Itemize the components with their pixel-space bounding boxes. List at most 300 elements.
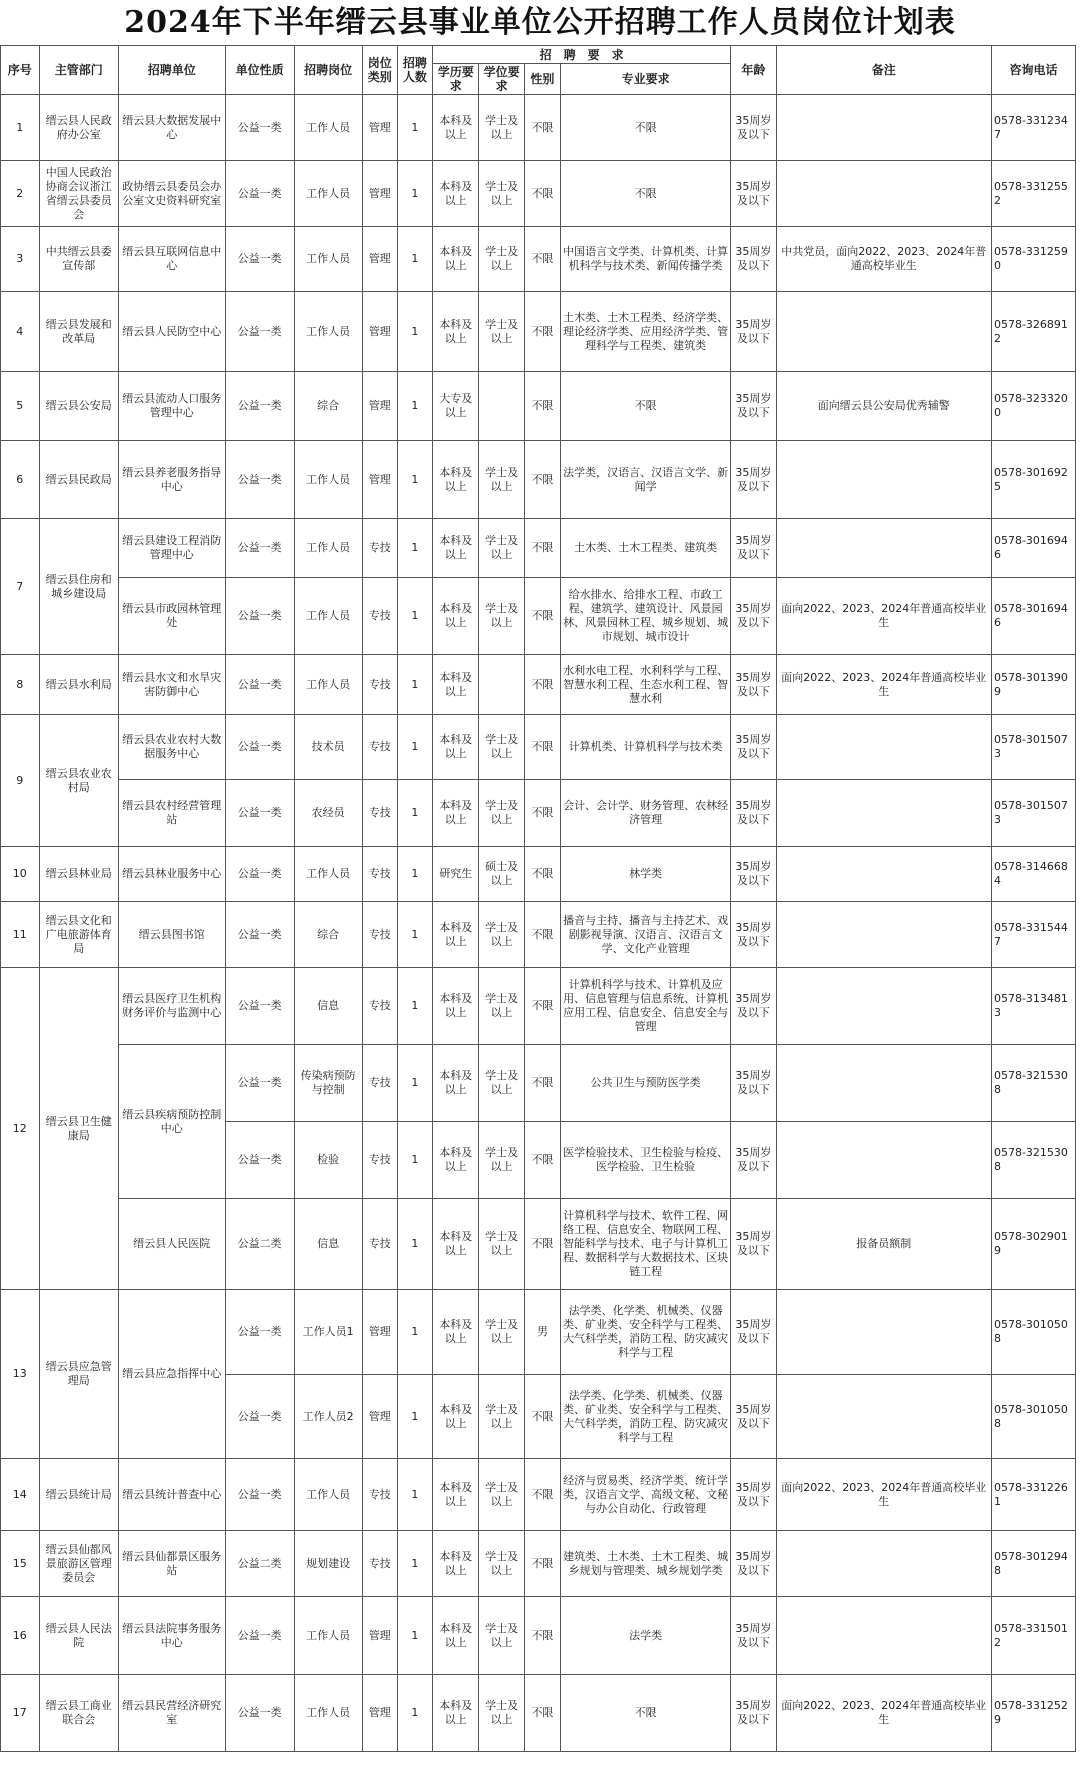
cell-nature: 公益一类 (225, 902, 294, 968)
cell-gender: 不限 (524, 1045, 560, 1122)
cell-phone: 0578-3134813 (991, 968, 1075, 1045)
cell-major: 计算机科学与技术、计算机及应用、信息管理与信息系统、计算机应用工程、信息安全、信息安全与管理 (561, 968, 731, 1045)
cell-age: 35周岁及以下 (731, 161, 776, 227)
cell-gender: 不限 (524, 578, 560, 655)
cell-category: 专技 (362, 1045, 397, 1122)
cell-degree: 学士及以上 (479, 968, 524, 1045)
cell-major: 土木类、土木工程类、建筑类 (561, 519, 731, 578)
cell-post: 工作人员 (294, 227, 362, 292)
cell-count: 1 (397, 95, 432, 161)
header-major: 专业要求 (561, 64, 731, 95)
cell-unit: 缙云县林业服务中心 (118, 847, 225, 902)
cell-remark (776, 1597, 991, 1675)
cell-education: 本科及以上 (432, 1531, 478, 1597)
cell-remark: 报备员额制 (776, 1199, 991, 1290)
cell-nature: 公益一类 (225, 1675, 294, 1752)
cell-count: 1 (397, 780, 432, 847)
cell-post: 信息 (294, 1199, 362, 1290)
cell-post: 信息 (294, 968, 362, 1045)
cell-count: 1 (397, 1045, 432, 1122)
header-phone: 咨询电话 (991, 46, 1075, 95)
cell-seq: 14 (1, 1459, 40, 1531)
cell-post: 技术员 (294, 715, 362, 780)
header-category: 岗位类别 (362, 46, 397, 95)
cell-post: 工作人员 (294, 292, 362, 372)
cell-gender: 不限 (524, 95, 560, 161)
cell-category: 管理 (362, 1675, 397, 1752)
cell-education: 本科及以上 (432, 1375, 478, 1459)
cell-phone: 0578-3016925 (991, 441, 1075, 519)
cell-major: 土木类、土木工程类、经济学类、理论经济学类、应用经济学类、管理科学与工程类、建筑类 (561, 292, 731, 372)
cell-degree: 学士及以上 (479, 1531, 524, 1597)
cell-major: 公共卫生与预防医学类 (561, 1045, 731, 1122)
cell-unit: 缙云县互联网信息中心 (118, 227, 225, 292)
cell-category: 管理 (362, 161, 397, 227)
cell-gender: 不限 (524, 1459, 560, 1531)
cell-education: 本科及以上 (432, 441, 478, 519)
cell-category: 专技 (362, 1122, 397, 1199)
cell-post: 综合 (294, 902, 362, 968)
cell-education: 本科及以上 (432, 780, 478, 847)
cell-category: 管理 (362, 292, 397, 372)
cell-phone: 0578-3315012 (991, 1597, 1075, 1675)
cell-degree: 学士及以上 (479, 441, 524, 519)
cell-age: 35周岁及以下 (731, 1459, 776, 1531)
cell-remark: 面向2022、2023、2024年普通高校毕业生 (776, 1675, 991, 1752)
header-remark: 备注 (776, 46, 991, 95)
cell-dept: 缙云县水利局 (39, 655, 118, 715)
cell-major: 建筑类、土木类、土木工程类、城乡规划与管理类、城乡规划学类 (561, 1531, 731, 1597)
cell-dept: 缙云县住房和城乡建设局 (39, 519, 118, 655)
cell-dept: 缙云县农业农村局 (39, 715, 118, 847)
cell-phone: 0578-3013909 (991, 655, 1075, 715)
cell-gender: 不限 (524, 968, 560, 1045)
cell-post: 工作人员 (294, 578, 362, 655)
cell-age: 35周岁及以下 (731, 1675, 776, 1752)
cell-major: 医学检验技术、卫生检验与检疫、医学检验、卫生检验 (561, 1122, 731, 1199)
cell-post: 工作人员 (294, 655, 362, 715)
cell-phone: 0578-3233200 (991, 372, 1075, 441)
cell-age: 35周岁及以下 (731, 968, 776, 1045)
cell-unit: 缙云县民营经济研究室 (118, 1675, 225, 1752)
cell-phone: 0578-3312261 (991, 1459, 1075, 1531)
cell-remark: 面向2022、2023、2024年普通高校毕业生 (776, 655, 991, 715)
cell-nature: 公益一类 (225, 578, 294, 655)
cell-nature: 公益一类 (225, 95, 294, 161)
cell-age: 35周岁及以下 (731, 1290, 776, 1375)
cell-phone: 0578-3010508 (991, 1375, 1075, 1459)
cell-nature: 公益一类 (225, 715, 294, 780)
cell-seq: 13 (1, 1290, 40, 1459)
cell-remark (776, 519, 991, 578)
cell-major: 会计、会计学、财务管理、农林经济管理 (561, 780, 731, 847)
cell-seq: 8 (1, 655, 40, 715)
cell-major: 不限 (561, 95, 731, 161)
recruitment-table (0, 45, 1076, 1752)
cell-count: 1 (397, 292, 432, 372)
cell-category: 管理 (362, 227, 397, 292)
cell-major: 法学类、化学类、机械类、仪器类、矿业类、安全科学与工程类、大气科学类，消防工程、防灾减灾科学与工程 (561, 1290, 731, 1375)
cell-post: 综合 (294, 372, 362, 441)
cell-seq: 2 (1, 161, 40, 227)
cell-education: 本科及以上 (432, 902, 478, 968)
cell-post: 工作人员 (294, 95, 362, 161)
cell-gender: 不限 (524, 902, 560, 968)
cell-education: 本科及以上 (432, 655, 478, 715)
cell-age: 35周岁及以下 (731, 1531, 776, 1597)
cell-phone: 0578-3215308 (991, 1122, 1075, 1199)
cell-post: 工作人员 (294, 1459, 362, 1531)
cell-phone: 0578-3215308 (991, 1045, 1075, 1122)
cell-education: 本科及以上 (432, 292, 478, 372)
cell-post: 传染病预防与控制 (294, 1045, 362, 1122)
cell-degree: 学士及以上 (479, 1122, 524, 1199)
cell-gender: 不限 (524, 1122, 560, 1199)
cell-count: 1 (397, 847, 432, 902)
cell-degree: 学士及以上 (479, 1290, 524, 1375)
cell-count: 1 (397, 372, 432, 441)
cell-seq: 9 (1, 715, 40, 847)
cell-nature: 公益二类 (225, 1199, 294, 1290)
cell-age: 35周岁及以下 (731, 1375, 776, 1459)
cell-seq: 10 (1, 847, 40, 902)
cell-post: 工作人员 (294, 847, 362, 902)
cell-education: 本科及以上 (432, 968, 478, 1045)
cell-remark (776, 95, 991, 161)
cell-age: 35周岁及以下 (731, 372, 776, 441)
cell-degree: 学士及以上 (479, 578, 524, 655)
cell-count: 1 (397, 655, 432, 715)
cell-post: 工作人员 (294, 441, 362, 519)
cell-education: 本科及以上 (432, 1597, 478, 1675)
cell-count: 1 (397, 1199, 432, 1290)
cell-count: 1 (397, 1675, 432, 1752)
cell-count: 1 (397, 715, 432, 780)
cell-nature: 公益一类 (225, 227, 294, 292)
cell-gender: 不限 (524, 292, 560, 372)
cell-remark (776, 292, 991, 372)
cell-nature: 公益一类 (225, 1290, 294, 1375)
cell-remark (776, 780, 991, 847)
cell-nature: 公益一类 (225, 1045, 294, 1122)
cell-degree (479, 372, 524, 441)
cell-gender: 男 (524, 1290, 560, 1375)
header-education: 学历要求 (432, 64, 478, 95)
cell-phone: 0578-3268912 (991, 292, 1075, 372)
cell-nature: 公益一类 (225, 519, 294, 578)
cell-seq: 12 (1, 968, 40, 1290)
cell-age: 35周岁及以下 (731, 519, 776, 578)
cell-degree: 学士及以上 (479, 1199, 524, 1290)
cell-seq: 3 (1, 227, 40, 292)
cell-gender: 不限 (524, 441, 560, 519)
cell-category: 专技 (362, 578, 397, 655)
cell-major: 法学类 (561, 1597, 731, 1675)
cell-major: 播音与主持、播音与主持艺术、戏剧影视导演、汉语言、汉语言文学、文化产业管理 (561, 902, 731, 968)
cell-education: 本科及以上 (432, 227, 478, 292)
cell-major: 林学类 (561, 847, 731, 902)
cell-unit: 缙云县流动人口服务管理中心 (118, 372, 225, 441)
cell-unit: 缙云县图书馆 (118, 902, 225, 968)
cell-major: 中国语言文学类、计算机类、计算机科学与技术类、新闻传播学类 (561, 227, 731, 292)
header-post: 招聘岗位 (294, 46, 362, 95)
cell-post: 工作人员 (294, 1675, 362, 1752)
cell-dept: 缙云县公安局 (39, 372, 118, 441)
cell-count: 1 (397, 1459, 432, 1531)
cell-category: 专技 (362, 1199, 397, 1290)
cell-major: 计算机类、计算机科学与技术类 (561, 715, 731, 780)
cell-unit: 缙云县仙都景区服务站 (118, 1531, 225, 1597)
cell-nature: 公益一类 (225, 441, 294, 519)
cell-major: 法学类、化学类、机械类、仪器类、矿业类、安全科学与工程类、大气科学类，消防工程、防灾减灾科学与工程 (561, 1375, 731, 1459)
cell-remark: 面向2022、2023、2024年普通高校毕业生 (776, 1459, 991, 1531)
header-unit: 招聘单位 (118, 46, 225, 95)
cell-remark (776, 1531, 991, 1597)
cell-nature: 公益一类 (225, 1459, 294, 1531)
cell-gender: 不限 (524, 655, 560, 715)
header-requirements: 招 聘 要 求 (432, 46, 730, 64)
cell-phone: 0578-3016946 (991, 578, 1075, 655)
cell-education: 本科及以上 (432, 578, 478, 655)
cell-count: 1 (397, 1375, 432, 1459)
cell-age: 35周岁及以下 (731, 578, 776, 655)
cell-dept: 缙云县人民法院 (39, 1597, 118, 1675)
cell-nature: 公益一类 (225, 372, 294, 441)
cell-phone: 0578-3312590 (991, 227, 1075, 292)
cell-phone: 0578-3012948 (991, 1531, 1075, 1597)
cell-seq: 15 (1, 1531, 40, 1597)
cell-degree: 学士及以上 (479, 715, 524, 780)
cell-phone: 0578-3029019 (991, 1199, 1075, 1290)
cell-unit: 缙云县市政园林管理处 (118, 578, 225, 655)
cell-dept: 中国人民政治协商会议浙江省缙云县委员会 (39, 161, 118, 227)
cell-seq: 4 (1, 292, 40, 372)
cell-dept: 缙云县人民政府办公室 (39, 95, 118, 161)
cell-age: 35周岁及以下 (731, 1597, 776, 1675)
cell-major: 不限 (561, 372, 731, 441)
cell-education: 研究生 (432, 847, 478, 902)
cell-degree: 硕士及以上 (479, 847, 524, 902)
cell-gender: 不限 (524, 161, 560, 227)
cell-education: 本科及以上 (432, 1199, 478, 1290)
cell-gender: 不限 (524, 1675, 560, 1752)
header-age: 年龄 (731, 46, 776, 95)
cell-gender: 不限 (524, 780, 560, 847)
cell-major: 法学类，汉语言、汉语言文学、新闻学 (561, 441, 731, 519)
cell-degree: 学士及以上 (479, 519, 524, 578)
cell-count: 1 (397, 1290, 432, 1375)
cell-category: 专技 (362, 780, 397, 847)
cell-unit: 缙云县人民防空中心 (118, 292, 225, 372)
cell-degree: 学士及以上 (479, 292, 524, 372)
cell-education: 本科及以上 (432, 1290, 478, 1375)
cell-degree: 学士及以上 (479, 1459, 524, 1531)
cell-major: 给水排水、给排水工程、市政工程、建筑学、建筑设计、风景园林、风景园林工程、城乡规划、城市规划、城市设计 (561, 578, 731, 655)
cell-unit: 缙云县医疗卫生机构财务评价与监测中心 (118, 968, 225, 1045)
cell-remark: 面向2022、2023、2024年普通高校毕业生 (776, 578, 991, 655)
cell-unit: 缙云县疾病预防控制中心 (118, 1045, 225, 1199)
cell-degree: 学士及以上 (479, 95, 524, 161)
cell-post: 工作人员 (294, 1597, 362, 1675)
cell-remark (776, 161, 991, 227)
cell-degree: 学士及以上 (479, 1045, 524, 1122)
cell-remark (776, 441, 991, 519)
cell-phone: 0578-3315447 (991, 902, 1075, 968)
cell-unit: 缙云县统计普查中心 (118, 1459, 225, 1531)
cell-age: 35周岁及以下 (731, 847, 776, 902)
header-gender: 性别 (524, 64, 560, 95)
cell-remark (776, 847, 991, 902)
cell-nature: 公益二类 (225, 1531, 294, 1597)
cell-age: 35周岁及以下 (731, 227, 776, 292)
cell-phone: 0578-3146684 (991, 847, 1075, 902)
cell-education: 本科及以上 (432, 519, 478, 578)
cell-education: 本科及以上 (432, 1459, 478, 1531)
cell-age: 35周岁及以下 (731, 780, 776, 847)
cell-nature: 公益一类 (225, 1597, 294, 1675)
cell-gender: 不限 (524, 1375, 560, 1459)
cell-age: 35周岁及以下 (731, 655, 776, 715)
cell-category: 专技 (362, 847, 397, 902)
cell-nature: 公益一类 (225, 847, 294, 902)
cell-category: 专技 (362, 715, 397, 780)
cell-major: 计算机科学与技术、软件工程、网络工程、信息安全、物联网工程、智能科学与技术、电子与计算机工程、数据科学与大数据技术、区块链工程 (561, 1199, 731, 1290)
cell-count: 1 (397, 441, 432, 519)
cell-count: 1 (397, 1531, 432, 1597)
cell-seq: 7 (1, 519, 40, 655)
cell-gender: 不限 (524, 519, 560, 578)
cell-phone: 0578-3312347 (991, 95, 1075, 161)
cell-gender: 不限 (524, 372, 560, 441)
header-degree: 学位要求 (479, 64, 524, 95)
cell-dept: 缙云县卫生健康局 (39, 968, 118, 1290)
cell-age: 35周岁及以下 (731, 1199, 776, 1290)
cell-age: 35周岁及以下 (731, 441, 776, 519)
cell-post: 检验 (294, 1122, 362, 1199)
cell-post: 工作人员 (294, 519, 362, 578)
cell-gender: 不限 (524, 847, 560, 902)
cell-dept: 缙云县林业局 (39, 847, 118, 902)
cell-degree: 学士及以上 (479, 227, 524, 292)
cell-dept: 缙云县工商业联合会 (39, 1675, 118, 1752)
cell-age: 35周岁及以下 (731, 1045, 776, 1122)
cell-gender: 不限 (524, 1531, 560, 1597)
cell-age: 35周岁及以下 (731, 715, 776, 780)
cell-unit: 缙云县建设工程消防管理中心 (118, 519, 225, 578)
cell-unit: 缙云县应急指挥中心 (118, 1290, 225, 1459)
cell-unit: 缙云县人民医院 (118, 1199, 225, 1290)
header-count: 招聘人数 (397, 46, 432, 95)
cell-gender: 不限 (524, 227, 560, 292)
cell-category: 管理 (362, 1290, 397, 1375)
cell-seq: 5 (1, 372, 40, 441)
cell-remark (776, 902, 991, 968)
cell-unit: 缙云县农业农村大数据服务中心 (118, 715, 225, 780)
cell-category: 管理 (362, 372, 397, 441)
cell-dept: 缙云县应急管理局 (39, 1290, 118, 1459)
cell-phone: 0578-3016946 (991, 519, 1075, 578)
cell-category: 管理 (362, 95, 397, 161)
cell-category: 专技 (362, 1531, 397, 1597)
cell-seq: 6 (1, 441, 40, 519)
cell-nature: 公益一类 (225, 780, 294, 847)
cell-major: 不限 (561, 161, 731, 227)
cell-count: 1 (397, 578, 432, 655)
cell-major: 水利水电工程、水利科学与工程、智慧水利工程、生态水利工程、智慧水利 (561, 655, 731, 715)
header-nature: 单位性质 (225, 46, 294, 95)
cell-unit: 缙云县农村经营管理站 (118, 780, 225, 847)
cell-remark: 中共党员，面向2022、2023、2024年普通高校毕业生 (776, 227, 991, 292)
cell-count: 1 (397, 902, 432, 968)
cell-phone: 0578-3312552 (991, 161, 1075, 227)
cell-age: 35周岁及以下 (731, 292, 776, 372)
cell-gender: 不限 (524, 715, 560, 780)
cell-category: 管理 (362, 1375, 397, 1459)
page-title: 2024年下半年缙云县事业单位公开招聘工作人员岗位计划表 (124, 5, 956, 40)
cell-post: 工作人员2 (294, 1375, 362, 1459)
cell-dept: 缙云县统计局 (39, 1459, 118, 1531)
header-seq: 序号 (1, 46, 40, 95)
cell-remark (776, 1045, 991, 1122)
cell-degree (479, 655, 524, 715)
cell-nature: 公益一类 (225, 1375, 294, 1459)
cell-degree: 学士及以上 (479, 1375, 524, 1459)
cell-seq: 1 (1, 95, 40, 161)
cell-category: 专技 (362, 519, 397, 578)
cell-nature: 公益一类 (225, 1122, 294, 1199)
cell-education: 本科及以上 (432, 95, 478, 161)
cell-category: 专技 (362, 1459, 397, 1531)
cell-count: 1 (397, 161, 432, 227)
cell-category: 专技 (362, 968, 397, 1045)
cell-category: 管理 (362, 1597, 397, 1675)
cell-education: 本科及以上 (432, 1045, 478, 1122)
cell-education: 本科及以上 (432, 1675, 478, 1752)
cell-count: 1 (397, 1597, 432, 1675)
cell-phone: 0578-3312529 (991, 1675, 1075, 1752)
cell-post: 农经员 (294, 780, 362, 847)
cell-post: 规划建设 (294, 1531, 362, 1597)
cell-dept: 缙云县仙都风景旅游区管理委员会 (39, 1531, 118, 1597)
cell-remark (776, 1122, 991, 1199)
cell-degree: 学士及以上 (479, 780, 524, 847)
cell-degree: 学士及以上 (479, 1675, 524, 1752)
cell-major: 经济与贸易类、经济学类、统计学类，汉语言文学、高级文秘、文秘与办公自动化、行政管理 (561, 1459, 731, 1531)
cell-phone: 0578-3015073 (991, 715, 1075, 780)
cell-education: 本科及以上 (432, 715, 478, 780)
cell-count: 1 (397, 968, 432, 1045)
cell-degree: 学士及以上 (479, 161, 524, 227)
cell-gender: 不限 (524, 1199, 560, 1290)
cell-unit: 缙云县水文和水旱灾害防御中心 (118, 655, 225, 715)
cell-degree: 学士及以上 (479, 1597, 524, 1675)
cell-dept: 缙云县文化和广电旅游体育局 (39, 902, 118, 968)
cell-count: 1 (397, 227, 432, 292)
cell-degree: 学士及以上 (479, 902, 524, 968)
cell-education: 本科及以上 (432, 161, 478, 227)
cell-count: 1 (397, 519, 432, 578)
cell-unit: 政协缙云县委员会办公室文史资料研究室 (118, 161, 225, 227)
cell-remark: 面向缙云县公安局优秀辅警 (776, 372, 991, 441)
header-dept: 主管部门 (39, 46, 118, 95)
cell-post: 工作人员 (294, 161, 362, 227)
cell-remark (776, 1375, 991, 1459)
cell-dept: 缙云县民政局 (39, 441, 118, 519)
cell-nature: 公益一类 (225, 655, 294, 715)
cell-education: 大专及以上 (432, 372, 478, 441)
cell-remark (776, 1290, 991, 1375)
cell-category: 管理 (362, 441, 397, 519)
